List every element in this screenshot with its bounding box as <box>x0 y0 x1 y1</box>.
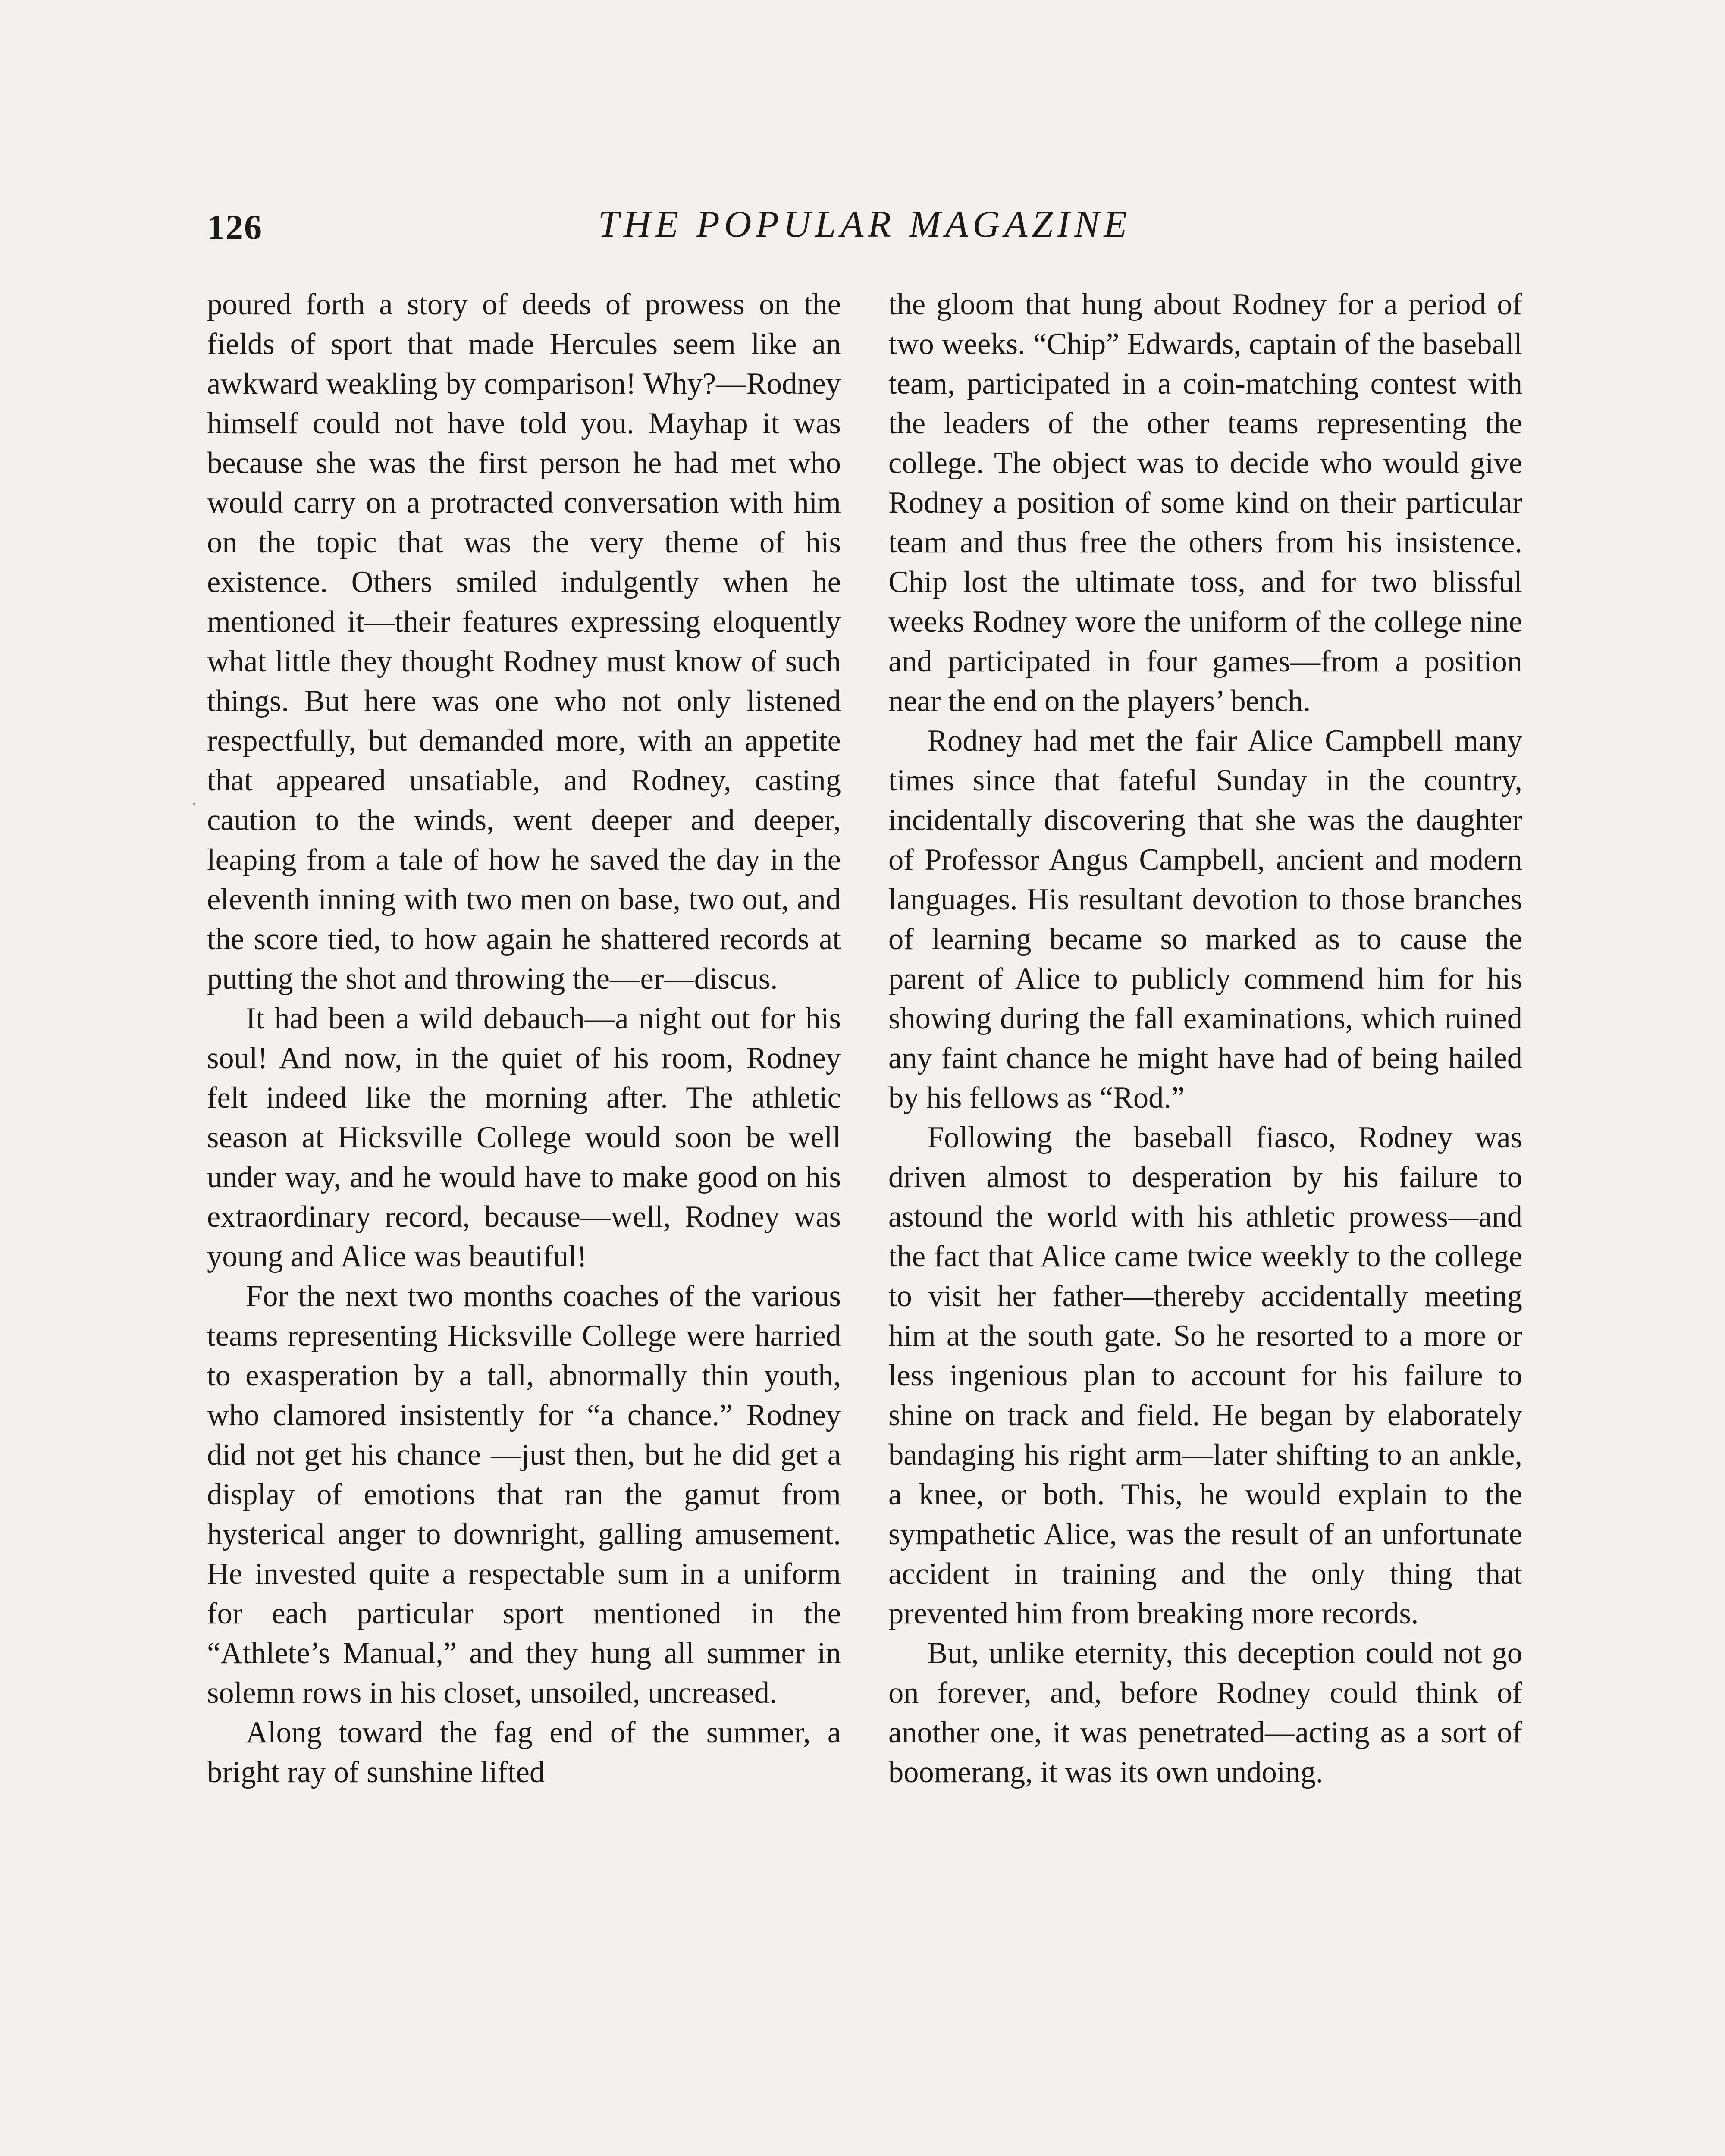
running-title: THE POPULAR MAGAZINE <box>598 204 1132 245</box>
paragraph: poured forth a story of deeds of prowess on the fields of sport that made Hercules seem like an awkward weakling by comparison! Why?—Rodney himself could not have told you. Mayhap it was because she was the first person he had met who would carry on a protracted conversation with him on the topic that was the very theme of his existence. Others smiled indulgently when he mentioned it—their features expressing eloquently what little they thought Rodney must know of such things. But here was one who not only listened respectfully, but demanded more, with an appetite that appeared unsatiable, and Rodney, casting caution to the winds, went deeper and deeper, leaping from a tale of how he saved the day in the eleventh inning with two men on base, two out, and the score tied, to how again he shattered records at putting the shot and throwing the—er—discus. <box>207 288 841 996</box>
left-column <box>207 285 841 2156</box>
print-speck <box>193 803 195 805</box>
page-number: 126 <box>207 207 263 247</box>
body-text <box>207 285 1522 2156</box>
paragraph: It had been a wild debauch—a night out for his soul! And now, in the quiet of his room, Rodney felt indeed like the morning after. The athletic season at Hicksville College would soon be well under way, and he would have to make good on his extraordinary record, because—well, Rodney was young and Alice was beautiful! <box>207 1002 841 1273</box>
paragraph: Rodney had met the fair Alice Campbell many times since that fateful Sunday in the country, incidentally discovering that she was the daughter of Professor Angus Campbell, ancient and modern languages. His resultant devotion to those branches of learning became so marked as to cause the parent of Alice to publicly commend him for his showing during the fall examinations, which ruined any faint chance he might have had of being hailed by his fellows as “Rod.” <box>888 724 1522 1115</box>
paragraph: But, unlike eternity, this deception could not go on forever, and, before Rodney could think of another one, it was penetrated—acting as a sort of boomerang, it was its own undoing. <box>888 1636 1522 1789</box>
paragraph: Along toward the fag end of the summer, a bright ray of sunshine lifted <box>207 1716 841 1789</box>
page-header <box>207 203 1522 267</box>
right-column <box>888 285 1522 2156</box>
paragraph: the gloom that hung about Rodney for a period of two weeks. “Chip” Edwards, captain of the baseball team, participated in a coin-matching contest with the leaders of the other teams representing the college. The object was to decide who would give Rodney a position of some kind on their particular team and thus free the others from his insistence. Chip lost the ultimate toss, and for two blissful weeks Rodney wore the uniform of the college nine and participated in four games—from a position near the end on the players’ bench. <box>888 288 1522 718</box>
paragraph: For the next two months coaches of the various teams representing Hicksville College were harried to exasperation by a tall, abnormally thin youth, who clamored insistently for “a chance.” Rodney did not get his chance —just then, but he did get a display of emotions that ran the gamut from hysterical anger to downright, galling amusement. He invested quite a respectable sum in a uniform for each particular sport mentioned in the “Athlete’s Manual,” and they hung all summer in solemn rows in his closet, unsoiled, uncreased. <box>207 1279 841 1710</box>
paragraph: Following the baseball fiasco, Rodney was driven almost to desperation by his failure to astound the world with his athletic prowess—and the fact that Alice came twice weekly to the college to visit her father—thereby accidentally meeting him at the south gate. So he resorted to a more or less ingenious plan to account for his failure to shine on track and field. He began by elaborately bandaging his right arm—later shifting to an ankle, a knee, or both. This, he would explain to the sympathetic Alice, was the result of an unfortunate accident in training and the only thing that prevented him from breaking more records. <box>888 1121 1522 1630</box>
